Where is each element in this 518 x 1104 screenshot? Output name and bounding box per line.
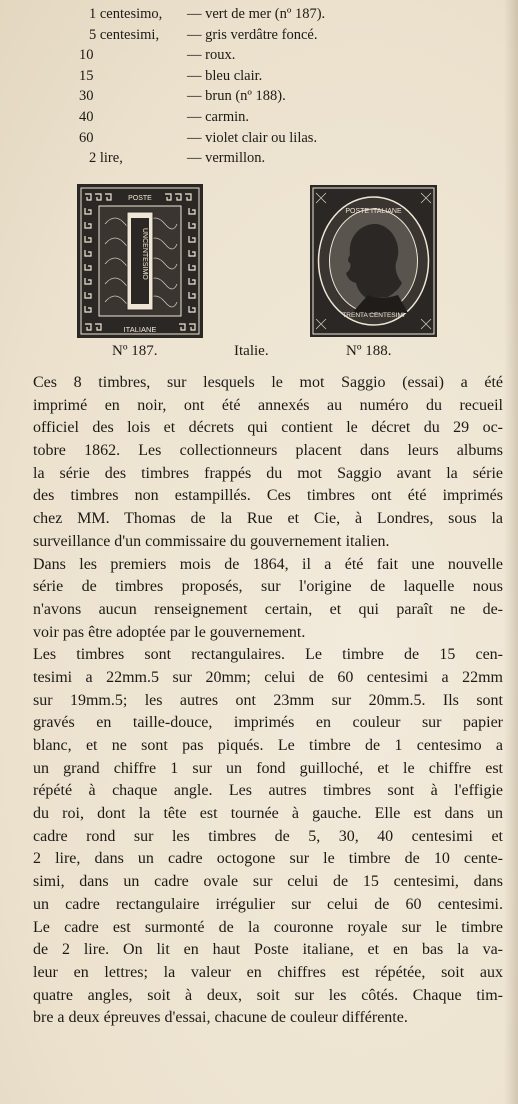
stamp-value: 10 — [79, 47, 94, 64]
text-line: imprimé en noir, ont été annexés au numéro du recueil — [33, 396, 503, 414]
stamp-caption-187: Nº 187. — [112, 343, 158, 359]
text-line: surveillance d'un commissaire du gouvernement italien. — [33, 532, 390, 550]
svg-text:POSTE: POSTE — [128, 195, 152, 202]
text-line: 2 lire, dans un cadre octogone sur le timbre de 10 cente- — [33, 850, 503, 868]
text-line: gravés en taille-douce, imprimés en couleur sur papier — [33, 714, 503, 732]
text-line: n'avons aucun renseignement certain, et qui paraît ne de- — [33, 600, 503, 618]
text-line: blanc, et ne sont pas piqués. Le timbre de 1 centesimo a — [33, 737, 503, 754]
text-line: répété à chaque angle. Les autres timbres sont à l'effigie — [33, 782, 503, 800]
svg-text:POSTE ITALIANE: POSTE ITALIANE — [345, 208, 402, 215]
color-list-item — [0, 25, 518, 46]
stamp-color: — roux. — [187, 47, 236, 64]
color-list-item — [0, 4, 518, 25]
stamp-value: 40 — [79, 108, 94, 125]
color-list-item — [0, 148, 518, 169]
text-line: un cadre rectangulaire irrégulier sur celui de 60 centesimi. — [33, 895, 503, 913]
text-line: série de timbres proposés, sur l'origine de laquelle nous — [33, 578, 503, 596]
stamp-value: 2 lire, — [89, 150, 123, 167]
svg-text:TRENTA CENTESIMI: TRENTA CENTESIMI — [342, 312, 405, 319]
stamp-value: 1 centesimo, — [89, 6, 163, 22]
text-line: bre a deux épreuves d'essai, chacune de couleur différente. — [33, 1009, 408, 1027]
text-line: du roi, dont la tête est tournée à gauche. Elle est dans un — [33, 805, 503, 823]
stamp-color: — brun (nº 188). — [187, 88, 286, 105]
paragraph — [33, 644, 503, 1030]
text-line: Dans les premiers mois de 1864, il a été fait une nouvelle — [33, 555, 503, 573]
stamp-color: — carmin. — [187, 108, 250, 125]
stamp-color: — gris verdâtre foncé. — [187, 26, 318, 43]
text-line: tesimi a 22mm.5 sur 20mm; celui de 60 centesimi a 22mm — [33, 668, 503, 686]
text-line: quatre angles, soit à deux, soit sur les côtés. Chaque tim- — [33, 986, 503, 1004]
king-profile-stamp-icon — [310, 185, 437, 337]
paragraph — [33, 372, 503, 554]
stamp-value: 15 — [79, 67, 94, 84]
text-line: chez MM. Thomas de la Rue et Cie, à Londres, sous la — [33, 510, 503, 528]
paragraph — [33, 554, 503, 645]
color-list-item — [0, 128, 518, 149]
stamp-value: 60 — [79, 129, 94, 146]
text-line: voir pas être adoptée par le gouvernement. — [33, 623, 306, 641]
text-line: la série des timbres frappés du mot Saggio avant la série — [33, 464, 503, 482]
text-line: Les timbres sont rectangulaires. Le timbre de 15 cen- — [33, 646, 503, 664]
stamp-color: — vermillon. — [187, 150, 266, 167]
text-line: un grand chiffre 1 sur un fond guilloché, et le chiffre est — [33, 759, 503, 777]
stamp-caption-188: Nº 188. — [346, 343, 392, 359]
color-list-item — [0, 66, 518, 87]
stamp-color: — violet clair ou lilas. — [187, 129, 318, 146]
stamp-color: — bleu clair. — [187, 67, 263, 84]
svg-text:ITALIANE: ITALIANE — [123, 325, 157, 334]
text-line: tobre 1862. Les collectionneurs placent dans leurs albums — [33, 442, 503, 460]
text-line: simi, dans un cadre ovale sur celui de 15 centesimi, dans — [33, 873, 503, 891]
stamp-value: 30 — [79, 88, 94, 105]
svg-text:UNCENTESIMO: UNCENTESIMO — [141, 228, 148, 280]
text-line: cadre rond sur les timbres de 5, 30, 40 centesimi et — [33, 827, 503, 845]
text-line: des timbres non estampillés. Ces timbres ont été imprimés — [33, 487, 503, 505]
text-line: sur 19mm.5; les autres ont 23mm sur 20mm.5. Ils sont — [33, 691, 503, 709]
text-line: Le cadre est surmonté de la couronne royale sur le timbre — [33, 918, 503, 936]
text-line: officiel des lois et décrets qui contient le décret du 29 oc- — [33, 419, 503, 437]
stamp-color: — vert de mer (nº 187). — [187, 6, 326, 22]
text-line: Ces 8 timbres, sur lesquels le mot Saggio (essai) a été — [33, 374, 503, 391]
color-list-item — [0, 45, 518, 66]
stamp-color-list — [0, 4, 518, 169]
numeral-stamp-icon — [77, 184, 203, 338]
figure-caption-country: Italie. — [234, 343, 269, 359]
text-line: de 2 lire. On lit en haut Poste italiane, et en bas la va- — [33, 941, 503, 959]
color-list-item — [0, 86, 518, 107]
body-text — [33, 372, 503, 1030]
text-line: leur en lettres; la valeur en chiffres est répétée, soit aux — [33, 963, 503, 981]
color-list-item — [0, 107, 518, 128]
stamp-value: 5 centesimi, — [89, 26, 160, 43]
